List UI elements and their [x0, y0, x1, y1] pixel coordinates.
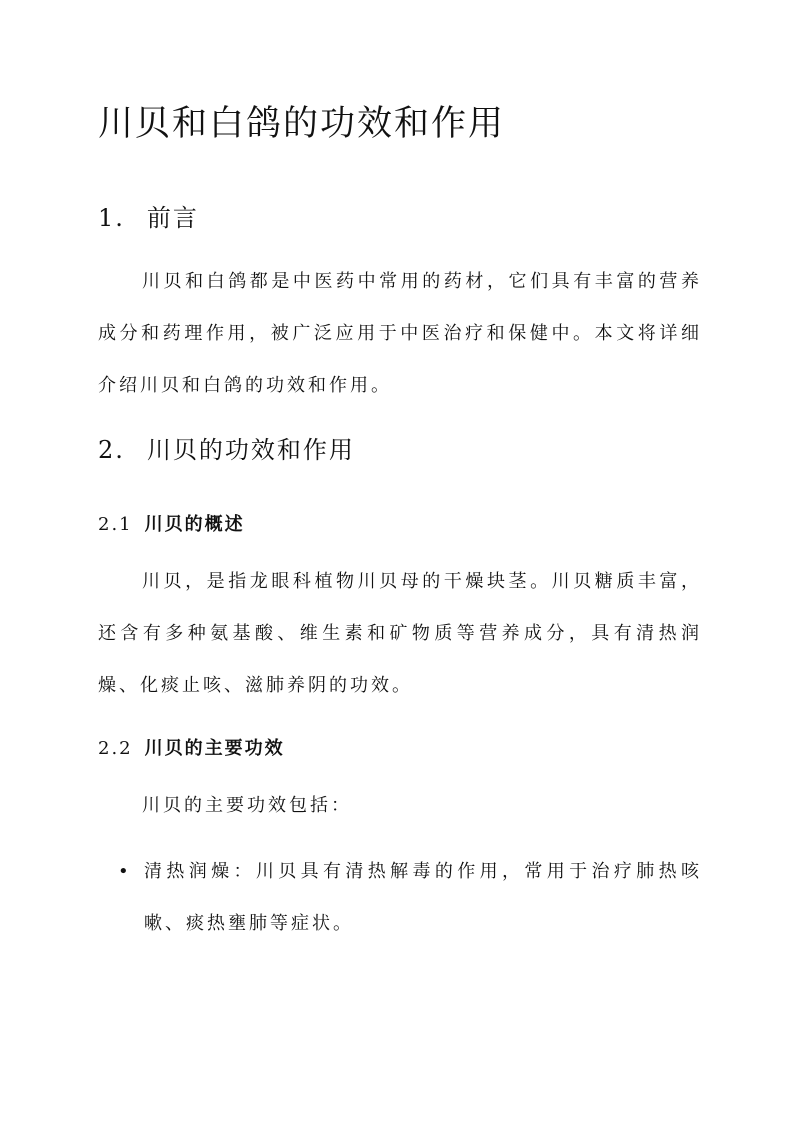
section-number: 2. — [98, 436, 125, 464]
section-heading-1 — [98, 198, 199, 233]
list-item-text: 清热润燥：川贝具有清热解毒的作用，常用于治疗肺热咳嗽、痰热壅肺等症状。 — [144, 861, 702, 934]
list-item — [118, 846, 702, 950]
subsection-heading-2-1 — [98, 510, 245, 536]
subsection-title: 川贝的概述 — [144, 514, 245, 535]
section-title: 川贝的功效和作用 — [146, 436, 355, 464]
subsection-number: 2.2 — [98, 738, 133, 759]
section-number: 1. — [98, 204, 125, 232]
intro-paragraph: 川贝和白鸽都是中医药中常用的药材，它们具有丰富的营养成分和药理作用，被广泛应用于中医治疗和保健中。本文将详细介绍川贝和白鸽的功效和作用。 — [98, 271, 702, 396]
effects-intro-paragraph: 川贝的主要功效包括： — [142, 795, 352, 816]
section-heading-2 — [98, 430, 355, 465]
overview-paragraph: 川贝，是指龙眼科植物川贝母的干燥块茎。川贝糖质丰富，还含有多种氨基酸、维生素和矿物质等营养成分，具有清热润燥、化痰止咳、滋肺养阴的功效。 — [98, 571, 702, 696]
bullet-icon: • — [118, 861, 132, 882]
subsection-heading-2-2 — [98, 734, 285, 760]
subsection-title: 川贝的主要功效 — [144, 738, 285, 759]
subsection-number: 2.1 — [98, 514, 133, 535]
section-title: 前言 — [146, 204, 199, 232]
page-title: 川贝和白鸽的功效和作用 — [98, 104, 506, 144]
